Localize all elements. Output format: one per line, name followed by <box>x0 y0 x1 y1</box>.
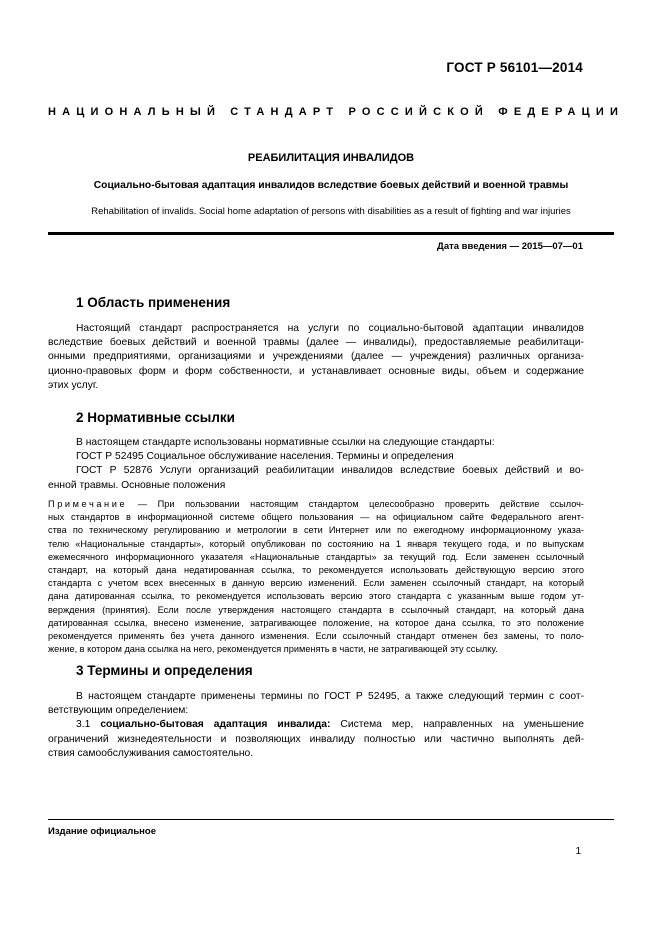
paragraph-line: онными предприятиями, организациями и учреждениями (далее — учреждения) различных организа- <box>48 351 584 363</box>
paragraph-line: ционно-правовых форм и форм собственности, и устанавливает основные виды, объем и содержание <box>48 365 584 377</box>
note-line: верждения (принятия). Если после утверждения настоящего стандарта в ссылочный стандарт, на который дана <box>48 604 584 615</box>
note-line: ства по техническому регулированию и метрологии в сети Интернет или по ежегодному информационному указа- <box>48 525 584 536</box>
note-first-line <box>48 498 584 511</box>
note-line: — При пользовании настоящим стандартом целесообразно проверить действие ссылоч- <box>137 499 584 509</box>
section-3-paragraphs <box>48 690 584 761</box>
paragraph-line: этих услуг. <box>48 379 99 391</box>
paragraph-line: В настоящем стандарте применены термины по ГОСТ Р 52495, а также следующий термин с соот- <box>76 691 584 702</box>
footer-divider <box>48 819 614 820</box>
section-1-paragraph <box>48 322 584 393</box>
paragraph-line: ветствующим определением: <box>48 705 189 717</box>
document-title: РЕАБИЛИТАЦИЯ ИНВАЛИДОВ <box>247 152 415 164</box>
national-standard-heading: НАЦИОНАЛЬНЫЙ СТАНДАРТ РОССИЙСКОЙ ФЕДЕРАЦИИ <box>48 106 625 118</box>
introduction-date: Дата введения — 2015—07—01 <box>437 241 583 252</box>
term-definition-start: Система мер, направленных на уменьшение <box>340 719 584 731</box>
section-2-note <box>48 498 584 656</box>
term-number: 3.1 <box>76 719 91 731</box>
section-2-heading: 2 Нормативные ссылки <box>76 410 235 425</box>
note-line: стандарт, на который дана недатированная ссылка, то рекомендуется использовать действующую версию этого <box>48 565 584 576</box>
note-line: ежемесячного информационного указателя «Национальные стандарты» за текущий год. Если заменен ссылочный <box>48 551 584 562</box>
note-line: рекомендуется применять без учета данного изменения. Если ссылочный стандарт отменен без замены, то поло- <box>48 631 584 642</box>
section-1-heading: 1 Область применения <box>76 295 231 310</box>
note-line: стандарта с учетом всех внесенных в данную версию изменений. Если заменен ссылочный стандарт, на который <box>48 578 584 589</box>
official-edition-label: Издание официальное <box>48 826 156 837</box>
section-2-paragraphs <box>48 436 584 493</box>
page-number: 1 <box>575 846 581 857</box>
paragraph-line: В настоящем стандарте использованы нормативные ссылки на следующие стандарты: <box>76 437 495 448</box>
english-title: Rehabilitation of invalids. Social home adaptation of persons with disabilities as a result of fighting and war injuries <box>91 206 571 217</box>
paragraph-line: Настоящий стандарт распространяется на услуги по социально-бытовой адаптации инвалидов <box>76 323 584 334</box>
title-divider <box>48 232 614 235</box>
paragraph-line: ГОСТ Р 52495 Социальное обслуживание населения. Термины и определения <box>76 451 454 463</box>
note-label: Примечание <box>48 499 128 509</box>
note-line: ных стандартов в информационной системе общего пользования — на официальном сайте Федерального агент- <box>48 512 584 523</box>
paragraph-line: ствия самообслуживания самостоятельно. <box>48 747 254 759</box>
paragraph-line: ограничений жизнедеятельности и позволяющих инвалиду полностью или частично выполнять дей- <box>48 733 584 745</box>
term-name: социально-бытовая адаптация инвалида: <box>100 719 331 731</box>
note-line: жение, в котором дана ссылка на него, рекомендуется применять в части, не затрагивающей эту ссылку. <box>48 644 498 655</box>
note-line: телю «Национальные стандарты», который опубликован по состоянию на 1 января текущего года, и по выпускам <box>48 538 584 549</box>
note-line: датированная ссылка, внесено изменение, затрагивающее положение, на которое дана ссылка, то это положение <box>48 617 584 628</box>
note-line: дана датированная ссылка, то рекомендуется использовать версию этого стандарта с указанным выше годом ут- <box>48 591 584 602</box>
standard-code: ГОСТ Р 56101—2014 <box>446 60 583 75</box>
paragraph-line: ГОСТ Р 52876 Услуги организаций реабилитации инвалидов вследствие боевых действий и во- <box>76 465 584 477</box>
document-subtitle: Социально-бытовая адаптация инвалидов вследствие боевых действий и военной травмы <box>93 180 569 191</box>
paragraph-line: енной травмы. Основные положения <box>48 479 226 491</box>
term-first-line <box>48 718 584 732</box>
section-3-heading: 3 Термины и определения <box>76 663 253 678</box>
paragraph-line: вследствие боевых действий и военной травмы (далее — инвалиды), предоставляемые реабилитаци- <box>48 337 584 349</box>
